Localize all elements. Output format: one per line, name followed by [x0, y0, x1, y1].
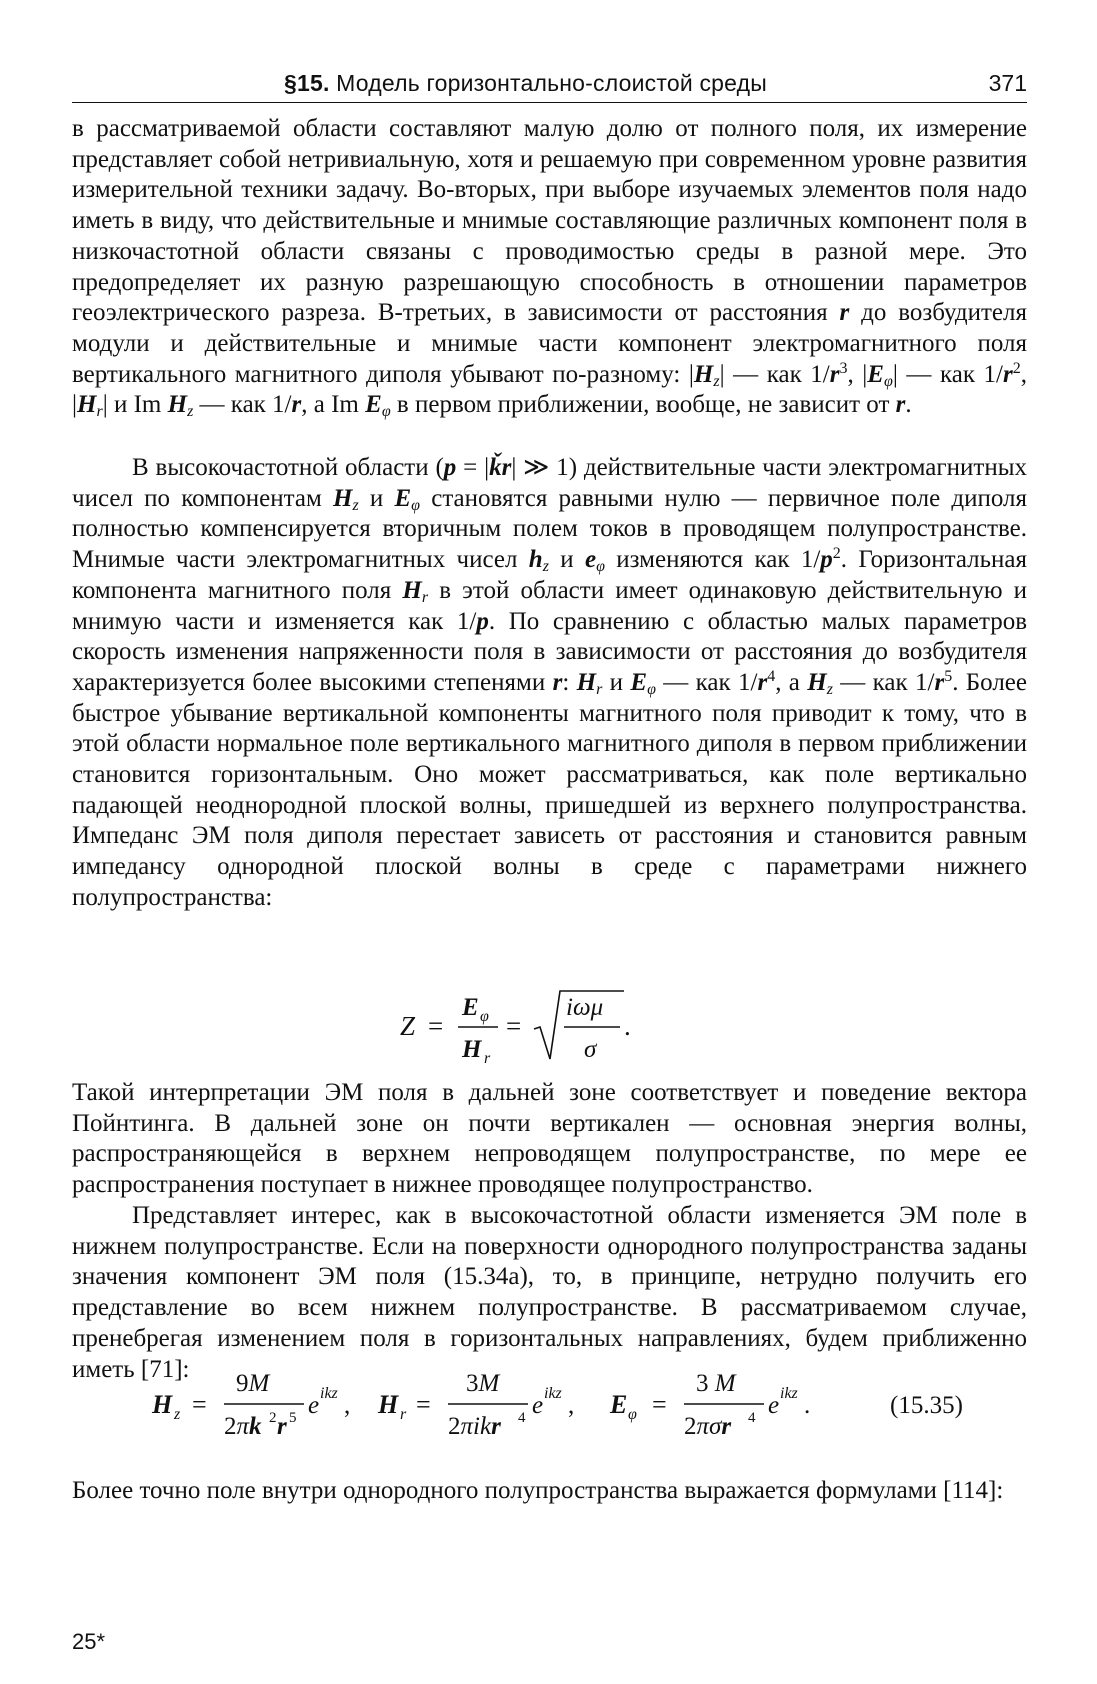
running-header	[72, 68, 1027, 103]
svg-text:H: H	[378, 1390, 399, 1419]
svg-text:e: e	[532, 1392, 544, 1419]
svg-text:3M: 3M	[466, 1370, 500, 1397]
svg-text:e: e	[308, 1392, 320, 1419]
paragraph-4-text: Представляет интерес, как в высокочастотной области изменяется ЭМ поле в нижнем полупространстве. Если на поверхности однородного полупространства заданы значения компонент ЭМ поля (15.34а), то, в принципе, нетрудно получить его представление во всем нижнем полупространстве. В рассматриваемом случае, пренебрегая изменением поля в горизонтальных направлениях, будем приближенно иметь [71]:	[72, 1202, 1027, 1383]
paragraph-4	[72, 1201, 1027, 1385]
equation-number: (15.35)	[890, 1392, 963, 1419]
svg-text:.: .	[804, 1392, 811, 1419]
svg-text:ikz: ikz	[780, 1385, 798, 1402]
svg-text:=: =	[506, 1011, 522, 1041]
svg-text:2πσr: 2πσr	[684, 1413, 732, 1440]
svg-text:=: =	[192, 1390, 207, 1419]
running-title	[284, 70, 767, 97]
paragraph-5-text: Более точно поле внутри однородного полупространства выражается формулами [114]:	[72, 1477, 1004, 1504]
svg-text:iωμ: iωμ	[566, 994, 604, 1021]
section-mark: §15.	[284, 70, 330, 96]
svg-text:.: .	[624, 1011, 631, 1041]
signature-mark: 25*	[72, 1629, 106, 1654]
page-number: 371	[988, 70, 1027, 96]
svg-text:4: 4	[748, 1410, 756, 1426]
paragraph-1	[72, 114, 1027, 421]
svg-text:r: r	[484, 1050, 491, 1065]
paragraph-2-text: В высокочастотной области (p = |ǩr| ≫ 1) действительные части электромагнитных чисел по компонентам $H_z$ и $E_\varphi$ становятся равными нулю — первичное поле диполя полностью компенсируется вторичным полем токов в проводящем полупространстве. Мнимые части электромагнитных чисел $h_z$ и $e_\varphi$ изменяются как $1/p^2$. Горизонтальная компонента магнитного поля $H_r$ в этой области имеет одинаковую действительную и мнимую части и изменяется как 1/p. По сравнению с областью малых параметров скорость изменения напряженности поля в зависимости от расстояния до возбудителя характеризуется более высокими степенями r: $H_r$ и $E_\varphi$ — как $1/r^4$, а $H_z$ — как $1/r^5$. Более быстрое убывание вертикальной компоненты магнитного поля приводит к тому, что в этой области нормальное поле вертикального магнитного диполя в первом приближении становится горизонтальным. Оно может рассматриваться, как поле вертикально падающей неоднородной плоской волны, пришедшей из верхнего полупространства. Импеданс ЭМ поля диполя перестает зависеть от расстояния и становится равным импедансу однородной плоской волны в среде с параметрами нижнего полупространства:	[72, 454, 1028, 911]
svg-text:φ: φ	[480, 1008, 489, 1025]
svg-text:5: 5	[289, 1410, 297, 1426]
equation-15-35	[100, 1366, 1000, 1448]
svg-text:ikz: ikz	[320, 1385, 338, 1402]
svg-text:4: 4	[518, 1410, 526, 1426]
svg-text:=: =	[428, 1011, 444, 1041]
svg-text:,: ,	[344, 1392, 351, 1419]
chapter-title: Модель горизонтально-слоистой среды	[336, 70, 767, 96]
impedance-equation	[400, 985, 640, 1065]
svg-text:σ: σ	[584, 1036, 597, 1063]
svg-text:ikz: ikz	[544, 1385, 562, 1402]
svg-text:2πk: 2πk	[224, 1413, 262, 1440]
paragraph-3-text: Такой интерпретации ЭМ поля в дальней зоне соответствует и поведение вектора Пойнтинга. В дальней зоне он почти вертикален — основная энергия волны, распространяющейся в верхнем непроводящем полупространстве, по мере ее распространения поступает в нижнее проводящее полупространство.	[72, 1079, 1027, 1199]
svg-text:,: ,	[568, 1392, 575, 1419]
svg-text:E: E	[610, 1390, 628, 1419]
svg-text:9M: 9M	[236, 1370, 270, 1397]
svg-text:r: r	[400, 1406, 407, 1423]
svg-text:r: r	[277, 1413, 287, 1440]
svg-text:2πikr: 2πikr	[448, 1413, 501, 1440]
paragraph-3	[72, 1078, 1027, 1201]
svg-text:z: z	[174, 1406, 181, 1423]
paragraph-2	[72, 453, 1027, 914]
paragraph-5	[72, 1476, 1027, 1507]
svg-text:H: H	[462, 1036, 482, 1063]
svg-text:=: =	[652, 1390, 667, 1419]
paragraph-1-text: в рассматриваемой области составляют малую долю от полного поля, их измерение представляет собой нетривиальную, хотя и решаемую при современном уровне развития измерительной техники задачу. Во-вторых, при выборе изучаемых элементов поля надо иметь в виду, что действительные и мнимые составляющие различных компонент поля в низкочастотной области связаны с проводимостью среды в разной мере. Это предопределяет их разную разрешающую способность в отношении параметров геоэлектрического разреза. В-третьих, в зависимости от расстояния r до возбудителя модули и действительные и мнимые части компонент электромагнитного поля вертикального магнитного диполя убывают по-разному: $|H_z|$ — как $1/r^3$, $|E_\varphi|$ — как $1/r^2$, $|H_r|$ и Im $H_z$ — как 1/r, а Im $E_\varphi$ в первом приближении, вообще, не зависит от r.	[72, 115, 1027, 421]
svg-text:Z: Z	[400, 1011, 416, 1041]
svg-text:2: 2	[269, 1410, 277, 1426]
svg-text:3 M: 3 M	[696, 1370, 736, 1397]
svg-text:e: e	[768, 1392, 780, 1419]
svg-text:H: H	[152, 1390, 173, 1419]
svg-text:E: E	[462, 994, 479, 1021]
svg-text:φ: φ	[628, 1406, 637, 1423]
svg-text:=: =	[416, 1390, 431, 1419]
